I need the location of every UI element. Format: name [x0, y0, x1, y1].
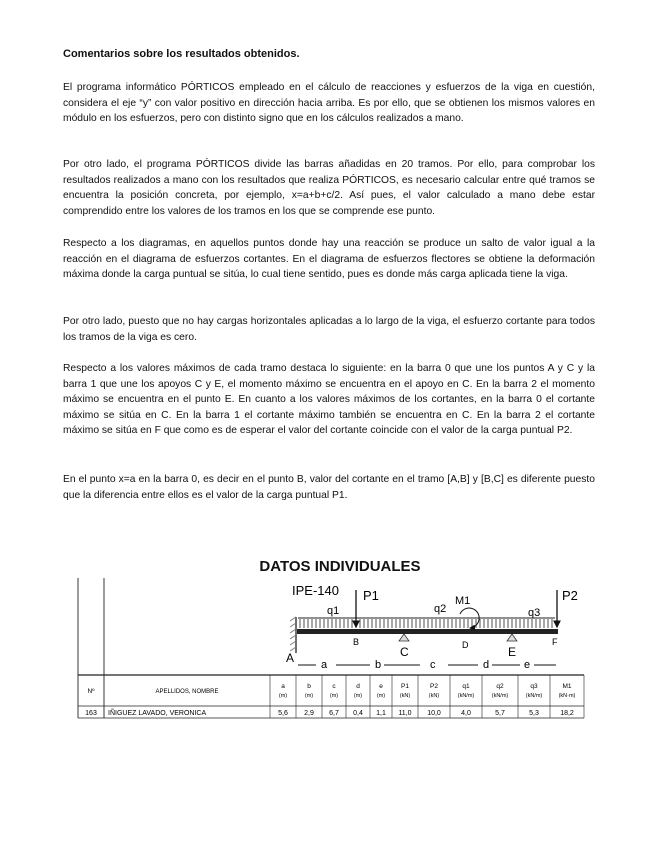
column-header-8: P2	[430, 683, 438, 690]
table-cell-1: IÑIGUEZ LAVADO, VERONICA	[108, 710, 207, 717]
column-header-0: Nº	[87, 688, 95, 695]
table-cell-6: 1,1	[376, 710, 386, 717]
fixed-support-wall	[290, 617, 296, 653]
point-a-label: A	[286, 651, 295, 665]
table-cell-2: 5,6	[278, 710, 288, 717]
column-header-1: APELLIDOS, NOMBRE	[155, 689, 219, 695]
paragraph-5: Respecto a los valores máximos de cada tramo destaca lo siguiente: en la barra 0 que une los puntos A y C y la barra 1 que une los apoyos C y E, el momento máximo se encuentra en el apoyo en C. En la barra 2 el momento máximo se encuentra en el punto E. En cuanto a los valores máximos de los cortantes, en la barra 0 el cortante máximo se sitúa en C. En la barra 1 el cortante máximo también se encuentra en C. En la barra 2 el cortante máximo se sitúa en F que como es de esperar el valor del cortante coincide con el valor de la carga puntual P2.	[63, 363, 595, 437]
column-unit-2: (m)	[278, 693, 288, 699]
beam	[297, 629, 558, 634]
paragraph-4: Por otro lado, puesto que no hay cargas horizontales aplicadas a lo largo de la viga, el esfuerzo cortante para todos los tramos de la viga es cero.	[63, 316, 595, 343]
profile-label: IPE-140	[292, 583, 339, 598]
column-unit-11: (kN/m)	[525, 693, 543, 699]
column-unit-12: (kN·m)	[558, 693, 576, 699]
table-cell-12: 18,2	[560, 710, 574, 717]
dim-a-label: a	[321, 659, 328, 671]
dim-e-label: e	[524, 659, 531, 671]
point-c-label: C	[400, 645, 409, 659]
distributed-load-hatch	[298, 618, 555, 628]
beam-data-figure	[0, 576, 655, 726]
column-header-2: a	[281, 683, 285, 690]
figure-title: DATOS INDIVIDUALES	[259, 558, 421, 575]
paragraph-6: En el punto x=a en la barra 0, es decir en el punto B, valor del cortante en el tramo [A,B] y [B,C] es diferente puesto que la diferencia entre ellos es el valor de la carga puntual P1.	[63, 474, 595, 501]
column-header-5: d	[356, 683, 360, 690]
column-header-3: b	[307, 683, 311, 690]
support-e	[507, 634, 517, 641]
column-unit-8: (kN)	[428, 693, 440, 699]
column-unit-6: (m)	[376, 693, 386, 699]
column-header-12: M1	[562, 683, 572, 690]
column-unit-3: (m)	[304, 693, 314, 699]
q3-label: q3	[528, 607, 541, 619]
table-cell-11: 5,3	[529, 710, 539, 717]
table-cell-10: 5,7	[495, 710, 505, 717]
table-header	[87, 683, 575, 699]
support-c	[399, 634, 409, 641]
paragraph-3: Respecto a los diagramas, en aquellos puntos donde hay una reacción se produce un salto de valor igual a la reacción en el diagrama de esfuerzos cortantes. En el diagrama de esfuerzos flectores se obtiene la deformación máxima donde la carga puntual se sitúa, lo cual tiene sentido, pues es donde más carga aplicada tiene la viga.	[63, 238, 595, 281]
comments-heading: Comentarios sobre los resultados obtenidos.	[63, 48, 300, 60]
table-cell-7: 11,0	[398, 710, 412, 717]
column-header-6: e	[379, 683, 383, 690]
table-cell-3: 2,9	[304, 710, 314, 717]
column-unit-4: (m)	[329, 693, 339, 699]
table-cell-4: 6,7	[329, 710, 339, 717]
q2-label: q2	[434, 603, 447, 615]
column-header-7: P1	[401, 683, 409, 690]
table-cell-9: 4,0	[461, 710, 471, 717]
point-b-label: B	[353, 637, 360, 647]
p2-label: P2	[562, 588, 578, 603]
column-unit-9: (kN/m)	[457, 693, 475, 699]
column-header-4: c	[332, 683, 336, 690]
dim-c-label: c	[430, 659, 436, 671]
point-f-label: F	[552, 637, 558, 647]
point-e-label: E	[508, 645, 517, 659]
table-cell-0: 163	[85, 710, 97, 717]
dim-d-label: d	[483, 659, 490, 671]
table-cell-5: 0,4	[353, 710, 363, 717]
column-header-11: q3	[530, 683, 538, 690]
column-unit-7: (kN)	[399, 693, 411, 699]
point-d-label: D	[462, 640, 469, 650]
dim-b-label: b	[375, 659, 382, 671]
table-cell-8: 10,0	[427, 710, 441, 717]
column-unit-5: (m)	[353, 693, 363, 699]
paragraph-2: Por otro lado, el programa PÓRTICOS divide las barras añadidas en 20 tramos. Por ello, para comprobar los resultados realizados a mano con los resultados que realiza PÓRTICOS, es necesario calcular entre qué tramos se encuentra la posición concreta, por ejemplo, x=a+b+c/2. Así pues, el valor calculado a mano debe estar comprendido entre los valores de los tramos en los que se comprende ese punto.	[63, 159, 595, 217]
p1-label: P1	[363, 588, 379, 603]
table-row	[85, 708, 574, 717]
q1-label: q1	[327, 605, 340, 617]
column-unit-10: (kN/m)	[491, 693, 509, 699]
column-header-10: q2	[496, 683, 504, 690]
m1-label: M1	[455, 595, 471, 607]
paragraph-1: El programa informático PÓRTICOS empleado en el cálculo de reacciones y esfuerzos de la viga en cuestión, considera el eje “y” con valor positivo en dirección hacia arriba. Es por ello, que se obtienen los mismos valores en módulo en los esfuerzos, pero con distinto signo que en los cálculos realizados a mano.	[63, 82, 595, 125]
column-header-9: q1	[462, 683, 470, 690]
